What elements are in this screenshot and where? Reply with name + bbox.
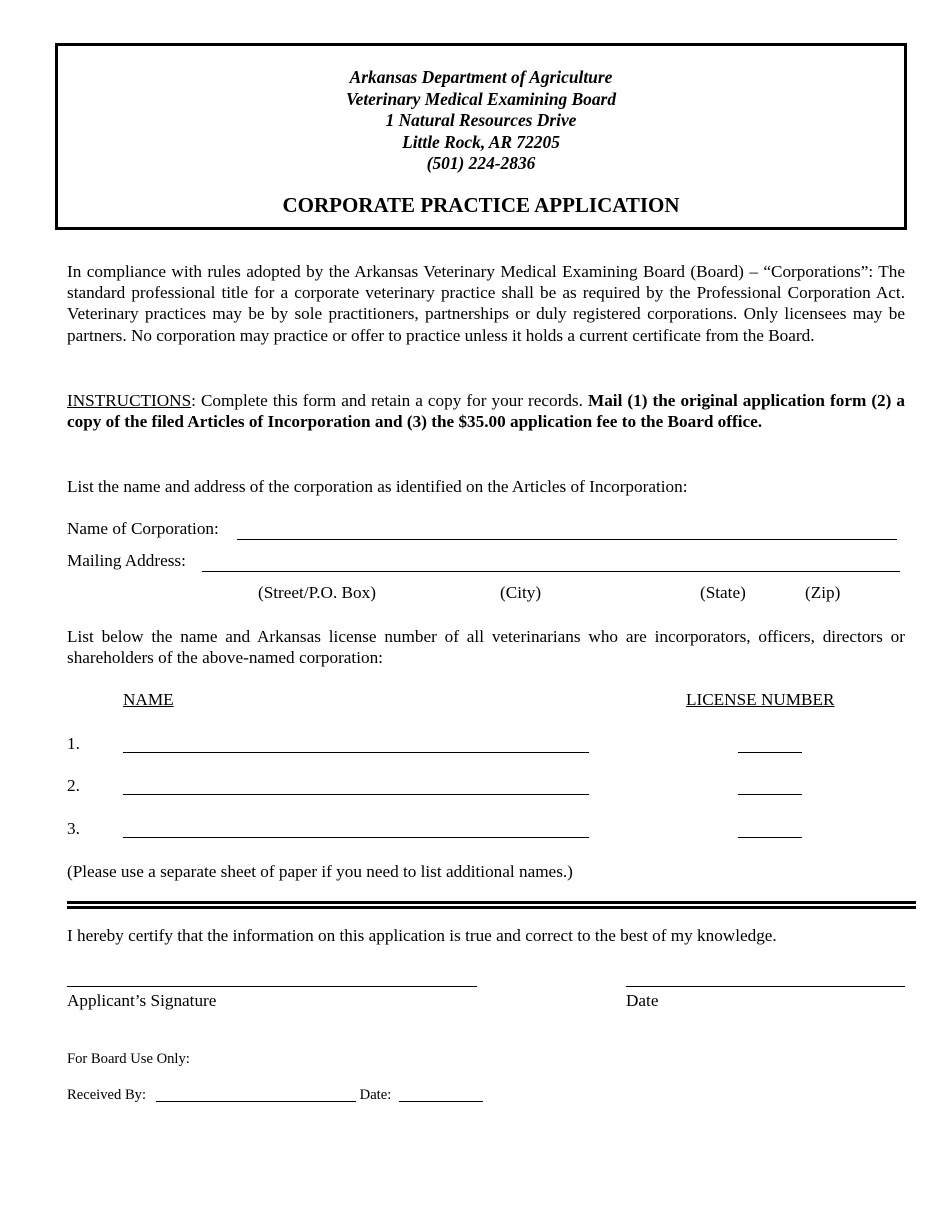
mailing-address-field[interactable]: [202, 552, 900, 572]
signature-field[interactable]: [67, 966, 477, 987]
vet-name-field-3[interactable]: [123, 818, 589, 838]
received-by-label: Received By:: [67, 1087, 147, 1103]
board-date-label: Date:: [356, 1087, 395, 1103]
page-title: CORPORATE PRACTICE APPLICATION: [282, 193, 680, 217]
instructions-label: INSTRUCTIONS: [67, 391, 192, 410]
state-caption: (State): [700, 583, 746, 602]
name-column-header: NAME: [123, 690, 174, 709]
corporation-name-field[interactable]: [237, 520, 897, 540]
certification-date-field[interactable]: [626, 966, 905, 987]
certification-statement: I hereby certify that the information on this application is true and correct to the best of my knowledge.: [67, 926, 777, 945]
zip-caption: (Zip): [805, 583, 841, 602]
street-caption: (Street/P.O. Box): [258, 583, 376, 602]
additional-names-note: (Please use a separate sheet of paper if you need to list additional names.): [67, 862, 573, 881]
board-use-heading: For Board Use Only:: [67, 1051, 190, 1067]
vet-name-field-1[interactable]: [123, 733, 589, 753]
vet-license-field-3[interactable]: [738, 818, 802, 838]
phone-number: (501) 224-2836: [426, 153, 536, 173]
mailing-address-label: Mailing Address:: [67, 551, 186, 570]
mailing-address-row: [67, 550, 186, 571]
vet-license-field-2[interactable]: [738, 775, 802, 795]
header-box: [55, 43, 907, 230]
instructions-paragraph: [67, 390, 905, 432]
section-divider: [67, 901, 916, 909]
row-number-3: 3.: [67, 819, 80, 838]
corporation-prompt: List the name and address of the corporation as identified on the Articles of Incorporation:: [67, 477, 688, 496]
corporation-name-label: Name of Corporation:: [67, 519, 219, 538]
city-caption: (City): [500, 583, 542, 602]
vet-name-field-2[interactable]: [123, 775, 589, 795]
board-date-field[interactable]: [399, 1085, 483, 1102]
row-number-1: 1.: [67, 734, 80, 753]
veterinarians-prompt: List below the name and Arkansas license number of all veterinarians who are incorporators, officers, directors or shareholders of the above-named corporation:: [67, 627, 905, 668]
board-name: Veterinary Medical Examining Board: [345, 88, 617, 109]
compliance-paragraph: In compliance with rules adopted by the Arkansas Veterinary Medical Examining Board (Board) – “Corporations”: The standard professional title for a corporate veterinary practice shall be as required by the Professional Corporation Act. Veterinary practices may be by sole practitioners, partnerships or duly registered corporations. Only licensees may be partners. No corporation may practice or offer to practice unless it holds a current certificate from the Board.: [67, 262, 905, 345]
row-number-2: 2.: [67, 776, 80, 795]
city-state-zip: Little Rock, AR 72205: [402, 131, 560, 152]
signature-label: Applicant’s Signature: [67, 991, 217, 1010]
street-address: 1 Natural Resources Drive: [385, 110, 577, 130]
vet-license-field-1[interactable]: [738, 733, 802, 753]
instructions-text: : Complete this form and retain a copy for your records.: [191, 391, 588, 410]
date-label: Date: [626, 991, 659, 1010]
agency-name: Arkansas Department of Agriculture: [349, 67, 613, 87]
instructions-mailing: Mail (1) the original application form (2) a copy of the filed Articles of Incorporation and (3) the $35.00 application fee to the Board office.: [67, 391, 906, 432]
received-by-field[interactable]: [156, 1085, 356, 1102]
corporation-name-row: [67, 518, 219, 539]
license-column-header: LICENSE NUMBER: [686, 690, 835, 709]
